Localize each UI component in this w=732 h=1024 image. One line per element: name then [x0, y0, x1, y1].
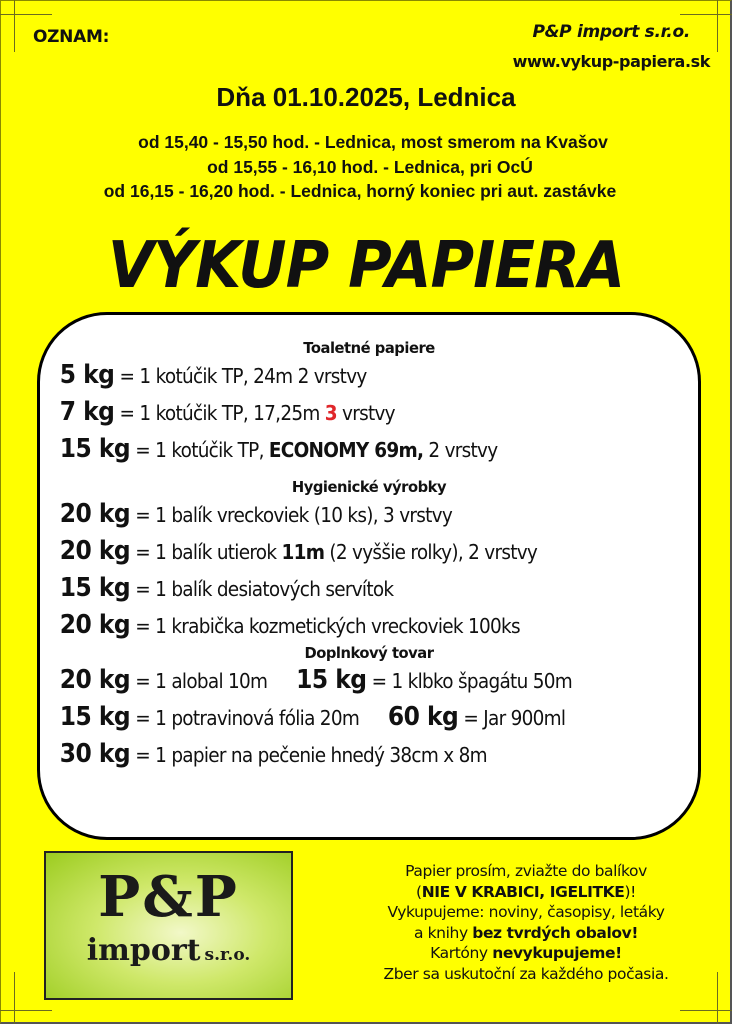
note-line: Vykupujeme: noviny, časopisy, letáky [387, 903, 665, 921]
crop-mark-bl-v [14, 972, 15, 1024]
date-location: Dňa 01.10.2025, Lednica [216, 82, 516, 112]
reward: Jar 900ml [483, 706, 566, 730]
crop-mark-tl-h [0, 14, 52, 15]
price-row: 5 kg = 1 kotúčik TP, 24m 2 vrstvy [59, 360, 367, 390]
reward: 1 kotúčik TP, 24m 2 vrstvy [139, 364, 367, 388]
weight: 20 kg [59, 499, 131, 529]
notice-label: OZNAM: [33, 27, 110, 47]
schedule-list [40, 130, 732, 204]
weight: 15 kg [59, 702, 131, 732]
weight: 7 kg [59, 397, 115, 427]
logo-subtitle: import s.r.o. [86, 933, 251, 968]
price-row: 7 kg = 1 kotúčik TP, 17,25m 3 vrstvy [59, 397, 395, 427]
schedule-item: od 15,55 - 16,10 hod. - Lednica, pri OcÚ [207, 156, 533, 177]
note-line: Zber sa uskutoční za každého počasia. [383, 964, 669, 983]
reward: 1 klbko špagátu 50m [391, 669, 572, 693]
schedule-item: od 16,15 - 16,20 hod. - Lednica, horný koniec pri aut. zastávke [103, 181, 617, 201]
instructions-notes [330, 861, 722, 984]
price-row: 20 kg = 1 balík vreckoviek (10 ks), 3 vrstvy [59, 499, 453, 529]
weight: 15 kg [59, 573, 131, 603]
price-row: 20 kg = 1 alobal 10m 15 kg = 1 klbko špagátu 50m [59, 665, 572, 695]
weight: 15 kg [296, 665, 367, 695]
weight: 5 kg [59, 360, 115, 390]
price-row: 20 kg = 1 krabička kozmetických vreckoviek 100ks [59, 610, 520, 640]
weight: 30 kg [59, 739, 131, 769]
note-line: (NIE V KRABICI, IGELITKE)! [416, 882, 636, 901]
weight: 15 kg [59, 434, 131, 464]
reward: 1 alobal 10m [155, 669, 268, 693]
price-row: 30 kg = 1 papier na pečenie hnedý 38cm x 8m [59, 739, 487, 769]
price-row: 15 kg = 1 potravinová fólia 20m 60 kg = Jar 900ml [59, 702, 566, 732]
schedule-item: od 15,40 - 15,50 hod. - Lednica, most smerom na Kvašov [138, 132, 608, 152]
reward: 1 papier na pečenie hnedý 38cm x 8m [155, 743, 487, 767]
section-title-toilet-paper: Toaletné papiere [303, 339, 435, 357]
weight: 20 kg [59, 665, 131, 695]
company-logo [44, 851, 293, 1000]
crop-mark-tl-v [14, 0, 15, 52]
section-title-hygiene: Hygienické výrobky [291, 478, 447, 496]
weight: 20 kg [59, 536, 131, 566]
crop-mark-bl-h [0, 1010, 52, 1011]
weight: 60 kg [387, 702, 459, 732]
website-link[interactable]: www.vykup-papiera.sk [512, 52, 710, 71]
logo-title: P&P [98, 864, 239, 930]
note-line: Kartóny nevykupujeme! [430, 944, 622, 962]
highlight-layers: 3 [324, 401, 337, 425]
headline: VÝKUP PAPIERA [107, 229, 625, 303]
reward: 1 balík vreckoviek (10 ks), 3 vrstvy [155, 503, 453, 527]
note-line: a knihy bez tvrdých obalov! [413, 923, 638, 942]
reward: 1 krabička kozmetických vreckoviek 100ks [155, 614, 520, 638]
price-row: 15 kg = 1 balík desiatových servítok [59, 573, 394, 603]
crop-mark-br-h [680, 1010, 732, 1011]
note-line: Papier prosím, zviažte do balíkov [405, 862, 647, 880]
crop-mark-tr-v [717, 0, 718, 52]
price-row: 20 kg = 1 balík utierok 11m (2 vyššie rolky), 2 vrstvy [59, 536, 538, 566]
reward: 1 potravinová fólia 20m [155, 706, 360, 730]
reward: 1 kotúčik TP, 17,25m [139, 401, 325, 425]
reward: 1 balík desiatových servítok [155, 577, 394, 601]
price-list-box [37, 312, 701, 840]
reward: 1 balík utierok [155, 540, 282, 564]
crop-mark-tr-h [680, 14, 732, 15]
weight: 20 kg [59, 610, 131, 640]
company-name: P&P import s.r.o. [532, 22, 690, 42]
reward: 1 kotúčik TP, [155, 438, 269, 462]
price-row: 15 kg = 1 kotúčik TP, ECONOMY 69m, 2 vrstvy [59, 434, 498, 464]
section-title-supplementary: Doplnkový tovar [304, 644, 434, 662]
